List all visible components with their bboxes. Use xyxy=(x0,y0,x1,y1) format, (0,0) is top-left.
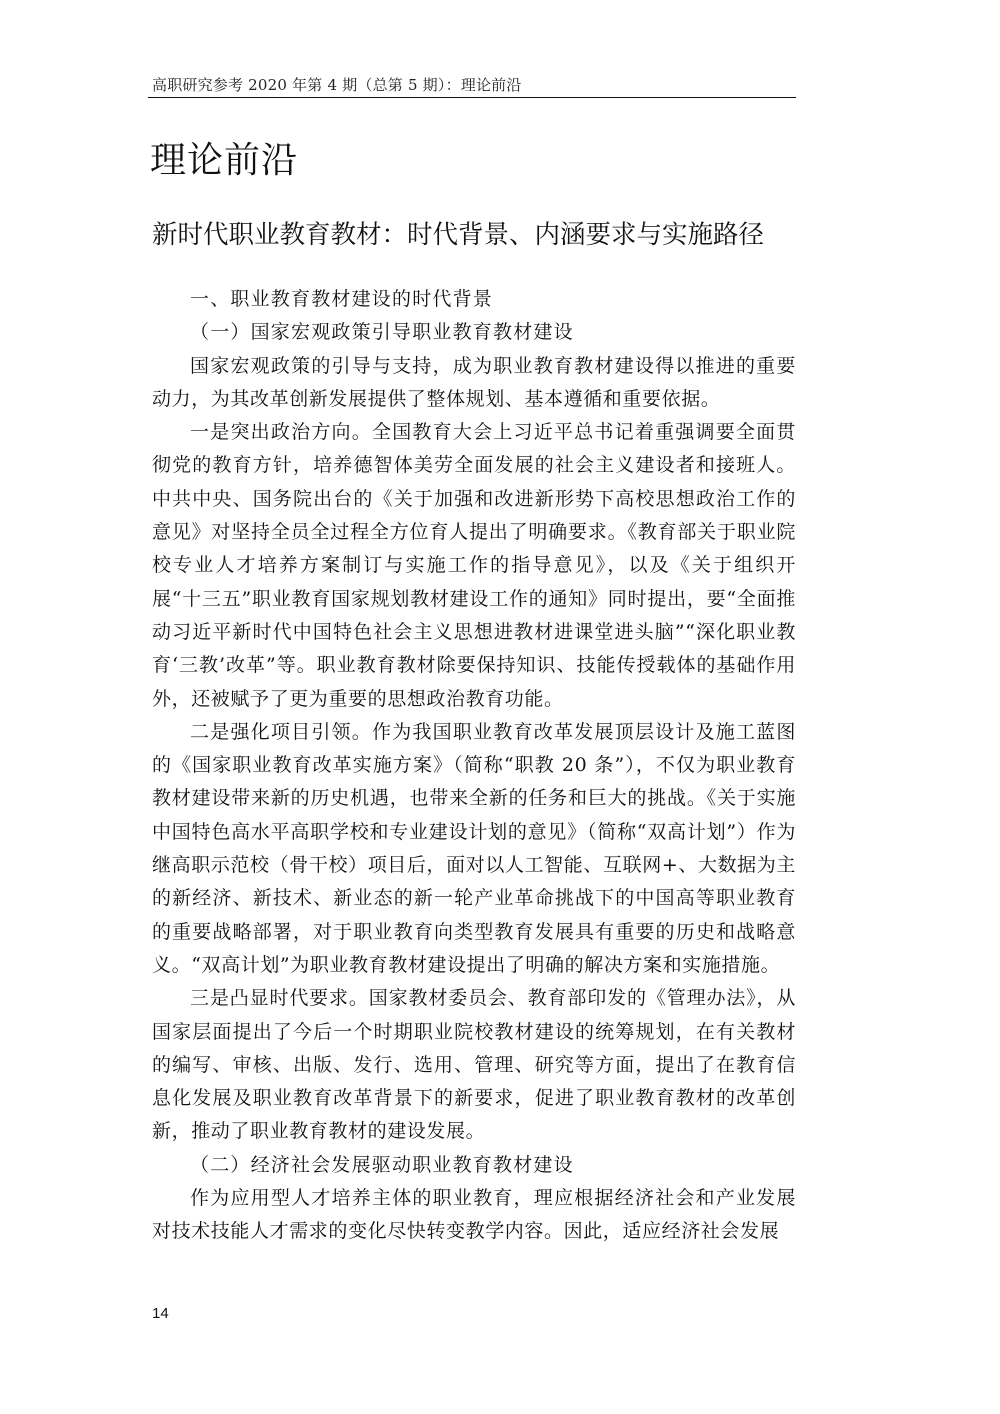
body-paragraph: 一是突出政治方向。全国教育大会上习近平总书记着重强调要全面贯彻党的教育方针，培养德智体美劳全面发展的社会主义建设者和接班人。中共中央、国务院出台的《关于加强和改进新形势下高校思想政治工作的意见》对坚持全员全过程全方位育人提出了明确要求。《教育部关于职业院校专业人才培养方案制订与实施工作的指导意见》，以及《关于组织开展“十三五”职业教育国家规划教材建设工作的通知》同时提出，要“全面推动习近平新时代中国特色社会主义思想进教材进课堂进头脑”“深化职业教育‘三教’改革”等。职业教育教材除要保持知识、技能传授载体的基础作用外，还被赋予了更为重要的思想政治教育功能。 xyxy=(152,421,796,710)
subsection-heading-2: （二）经济社会发展驱动职业教育教材建设 xyxy=(190,1153,574,1176)
running-header: 高职研究参考 2020 年第 4 期（总第 5 期）：理论前沿 xyxy=(152,76,522,94)
page-number: 14 xyxy=(152,1305,169,1322)
body-paragraph: 三是凸显时代要求。国家教材委员会、教育部印发的《管理办法》，从国家层面提出了今后一个时期职业院校教材建设的统筹规划，在有关教材的编写、审核、出版、发行、选用、管理、研究等方面，提出了在教育信息化发展及职业教育改革背景下的新要求，促进了职业教育教材的改革创新，推动了职业教育教材的建设发展。 xyxy=(152,987,796,1143)
header-rule xyxy=(148,97,796,98)
section-heading-1: 一、职业教育教材建设的时代背景 xyxy=(190,288,494,310)
body-paragraph: 作为应用型人才培养主体的职业教育，理应根据经济社会和产业发展对技术技能人才需求的变化尽快转变教学内容。因此，适应经济社会发展 xyxy=(152,1187,796,1243)
body-paragraph: 国家宏观政策的引导与支持，成为职业教育教材建设得以推进的重要动力，为其改革创新发展提供了整体规划、基本遵循和重要依据。 xyxy=(152,354,796,410)
subsection-heading-1: （一）国家宏观政策引导职业教育教材建设 xyxy=(190,321,574,344)
section-title: 理论前沿 xyxy=(150,140,299,181)
article-body xyxy=(152,283,796,1249)
body-paragraph: 二是强化项目引领。作为我国职业教育改革发展顶层设计及施工蓝图的《国家职业教育改革实施方案》（简称“职教 20 条”），不仅为职业教育教材建设带来新的历史机遇，也带来全新的任务和巨大的挑战。《关于实施中国特色高水平高职学校和专业建设计划的意见》（简称“双高计划”）作为继高职示范校（骨干校）项目后，面对以人工智能、互联网+、大数据为主的新经济、新技术、新业态的新一轮产业革命挑战下的中国高等职业教育的重要战略部署，对于职业教育向类型教育发展具有重要的历史和战略意义。“双高计划”为职业教育教材建设提出了明确的解决方案和实施措施。 xyxy=(152,720,796,976)
article-title: 新时代职业教育教材：时代背景、内涵要求与实施路径 xyxy=(152,220,765,250)
